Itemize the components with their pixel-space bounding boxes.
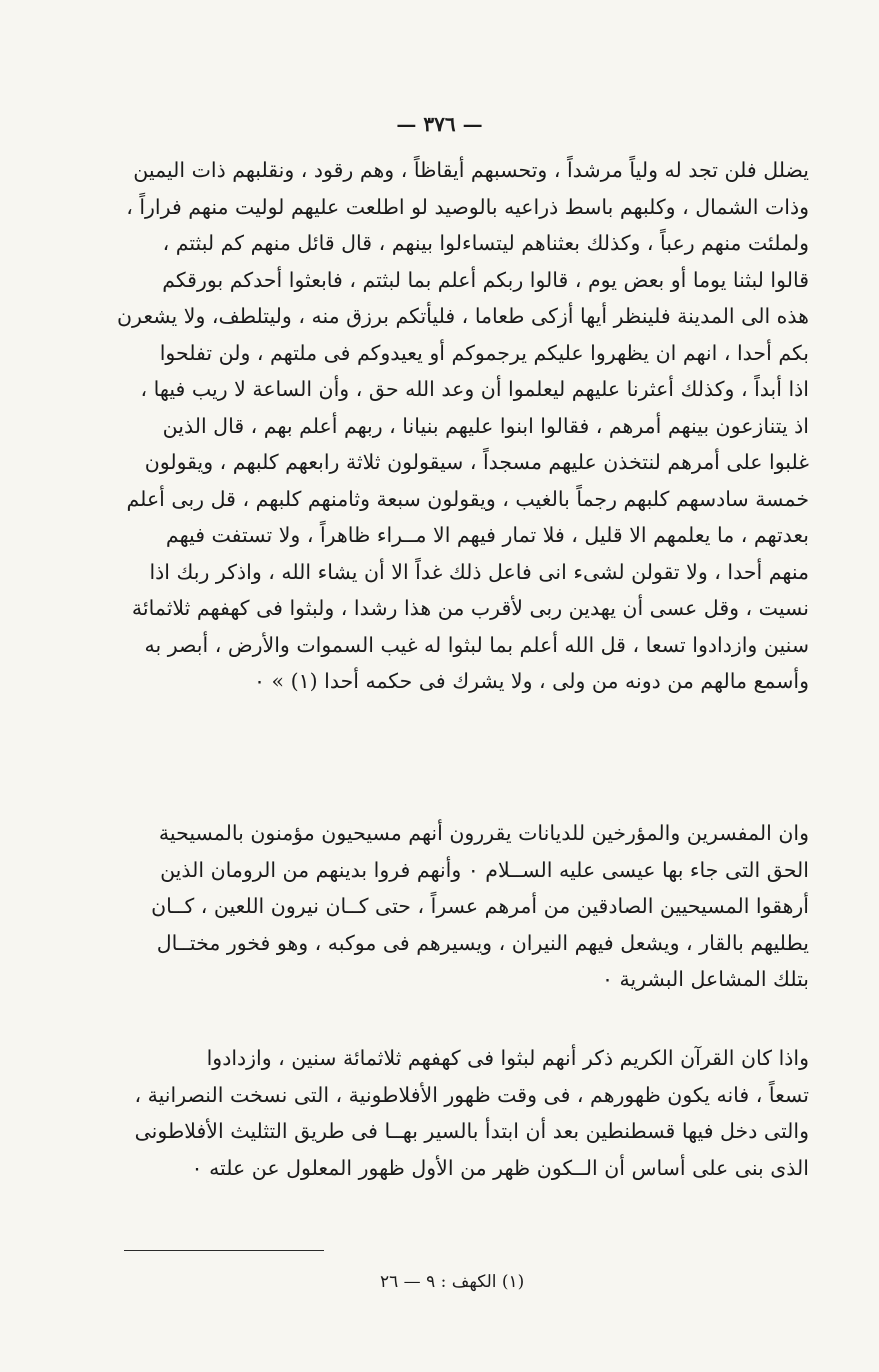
paragraph-platonism xyxy=(42,1040,809,1186)
text-line: بتلك المشاعل البشرية ٠ xyxy=(601,967,809,991)
text-line: يضلل فلن تجد له ولياً مرشداً ، وتحسبهم أيقاظاً ، وهم رقود ، ونقلبهم ذات اليمين xyxy=(133,158,809,182)
text-line: اذا أبداً ، وكذلك أعثرنا عليهم ليعلموا أن وعد الله حق ، وأن الساعة لا ريب فيها ، xyxy=(140,377,809,401)
text-line: قالوا لبثنا يوما أو بعض يوم ، قالوا ربكم أعلم بما لبثتم ، فابعثوا أحدكم بورقكم xyxy=(162,267,809,292)
text-line: وان المفسرين والمؤرخين للديانات يقررون أنهم مسيحيون مؤمنون بالمسيحية xyxy=(158,821,809,845)
text-line: الذى بنى على أساس أن الــكون ظهر من الأول ظهور المعلول عن علته ٠ xyxy=(191,1155,809,1180)
text-line: هذه الى المدينة فلينظر أيها أزكى طعاما ، فليأتكم برزق منه ، وليتلطف، ولا يشعرن xyxy=(116,304,809,328)
text-line: وأسمع مالهم من دونه من ولى ، ولا يشرك فى حكمه أحدا (١) » ٠ xyxy=(254,669,809,693)
text-line: أرهقوا المسيحيين الصادقين من أمرهم عسراً ، حتى كــان نيرون اللعين ، كــان xyxy=(151,894,809,918)
paragraph-commentators xyxy=(42,815,809,998)
footnote-divider xyxy=(124,1250,324,1251)
text-line: والتى دخل فيها قسطنطين بعد أن ابتدأ بالسير بهــا فى طريق التثليث الأفلاطونى xyxy=(134,1119,809,1143)
text-line: يطليهم بالقار ، ويشعل فيهم النيران ، ويسيرهم فى موكبه ، وهو فخور مختــال xyxy=(156,930,809,955)
footnote: (١) الكهف : ٩ — ٢٦ xyxy=(380,1272,525,1292)
text-line: سنين وازدادوا تسعا ، قل الله أعلم بما لبثوا له غيب السموات والأرض ، أبصر به xyxy=(144,632,809,657)
text-line: بعدتهم ، ما يعلمهم الا قليل ، فلا تمار فيهم الا مــراء ظاهراً ، ولا تستفت فيهم xyxy=(165,523,809,547)
text-line: واذا كان القرآن الكريم ذكر أنهم لبثوا فى كهفهم ثلاثمائة سنين ، وازدادوا xyxy=(206,1046,809,1070)
text-line: اذ يتنازعون بينهم أمرهم ، فقالوا ابنوا عليهم بنيانا ، ربهم أعلم بهم ، قال الذين xyxy=(162,413,809,438)
text-line: نسيت ، وقل عسى أن يهدين ربى لأقرب من هذا رشدا ، ولبثوا فى كهفهم ثلاثمائة xyxy=(131,596,809,620)
text-line: الحق التى جاء بها عيسى عليه الســلام ٠ وأنهم فروا بدينهم من الرومان الذين xyxy=(160,857,809,882)
text-line: وذات الشمال ، وكلبهم باسط ذراعيه بالوصيد لو اطلعت عليهم لوليت منهم فراراً ، xyxy=(126,194,809,219)
text-line: خمسة سادسهم كلبهم رجماً بالغيب ، ويقولون سبعة وثامنهم كلبهم ، قل ربى أعلم xyxy=(126,486,809,511)
text-line: ولملئت منهم رعباً ، وكذلك بعثناهم ليتساءلوا بينهم ، قال قائل منهم كم لبثتم ، xyxy=(162,231,809,255)
paragraph-quran-quote xyxy=(42,152,809,700)
text-line: بكم أحدا ، انهم ان يظهروا عليكم يرجموكم أو يعيدوكم فى ملتهم ، ولن تفلحوا xyxy=(159,340,809,365)
text-line: تسعاً ، فانه يكون ظهورهم ، فى وقت ظهور الأفلاطونية ، التى نسخت النصرانية ، xyxy=(134,1082,809,1107)
text-line: غلبوا على أمرهم لنتخذن عليهم مسجداً ، سيقولون ثلاثة رابعهم كلبهم ، ويقولون xyxy=(144,450,809,474)
text-line: منهم أحدا ، ولا تقولن لشىء انى فاعل ذلك غداً الا أن يشاء الله ، واذكر ربك اذا xyxy=(149,559,809,584)
page-number: — ٣٧٦ — xyxy=(396,112,483,136)
